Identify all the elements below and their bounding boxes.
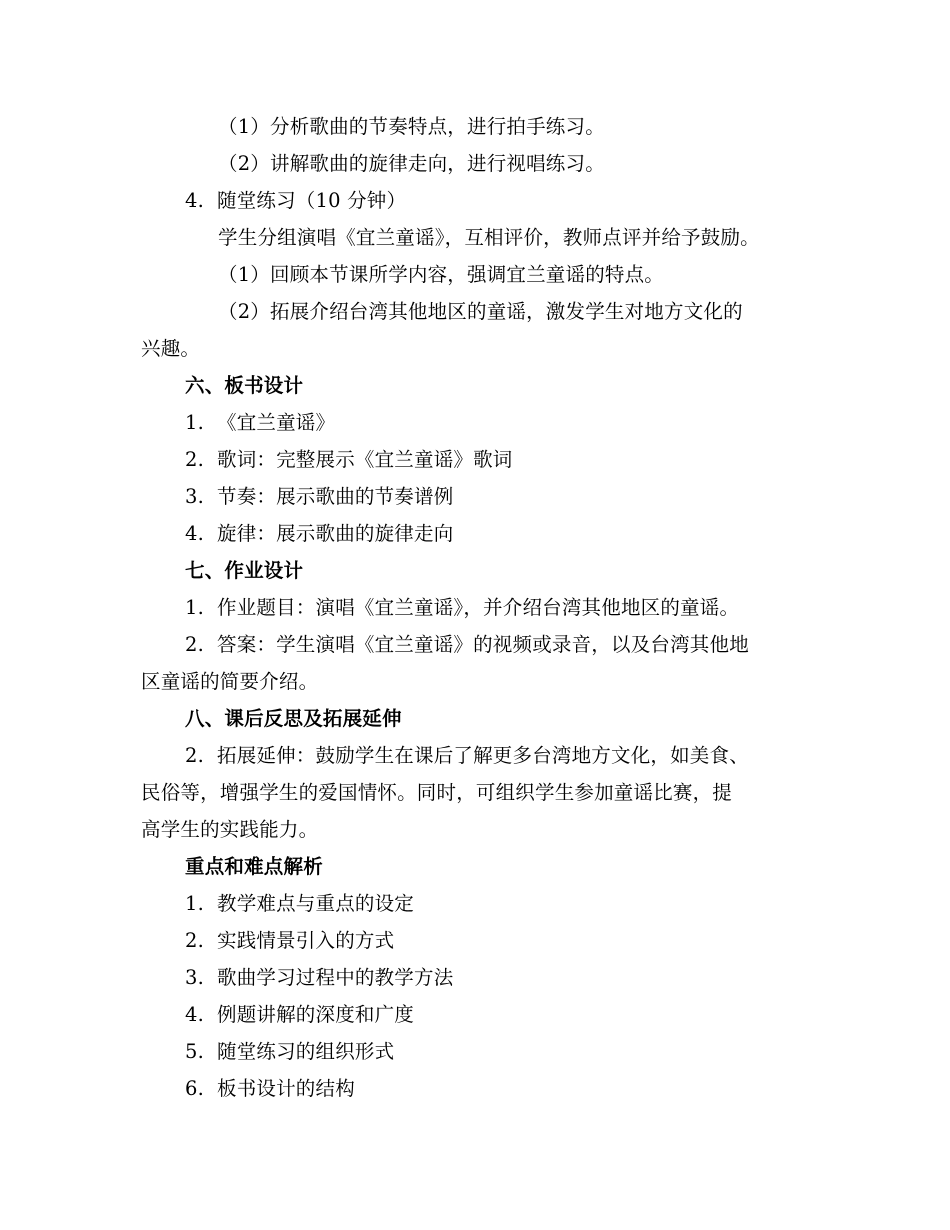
step4-sub1: （1）回顾本节课所学内容，强调宜兰童谣的特点。 [218,263,665,286]
step3-sub2: （2）讲解歌曲的旋律走向，进行视唱练习。 [218,152,605,175]
analysis-item-3 [185,966,453,990]
section7-item-2-text: 答案：学生演唱《宜兰童谣》的视频或录音，以及台湾其他地 [217,633,749,656]
analysis-item-2 [185,929,394,953]
analysis-item-4-text: 例题讲解的深度和广度 [217,1003,415,1026]
section7-item-2-cont: 区童谣的简要介绍。 [141,670,319,693]
section8-item-2-text: 拓展延伸：鼓励学生在课后了解更多台湾地方文化，如美食、 [217,744,749,767]
analysis-item-1-number: 1. [185,892,205,915]
section6-item-3-number: 3. [185,485,205,508]
step4-sub2-cont: 兴趣。 [141,337,201,360]
section6-item-1-number: 1. [185,411,205,434]
analysis-item-6 [185,1077,355,1101]
section6-item-4-number: 4. [185,522,205,545]
analysis-item-5 [185,1040,394,1064]
analysis-item-6-text: 板书设计的结构 [217,1077,355,1100]
analysis-item-2-text: 实践情景引入的方式 [217,929,395,952]
step4-desc: 学生分组演唱《宜兰童谣》，互相评价，教师点评并给予鼓励。 [218,226,760,249]
section6-item-1 [185,411,335,435]
analysis-item-6-number: 6. [185,1077,205,1100]
step3-sub1: （1）分析歌曲的节奏特点，进行拍手练习。 [218,115,605,138]
step4-label: 随堂练习（10 分钟） [217,189,407,212]
section8-item-2-cont1: 民俗等，增强学生的爱国情怀。同时，可组织学生参加童谣比赛，提 [141,781,733,804]
section7-item-1-number: 1. [185,596,205,619]
step4-title [185,189,406,213]
section6-item-2-text: 歌词：完整展示《宜兰童谣》歌词 [217,448,513,471]
analysis-item-2-number: 2. [185,929,205,952]
section6-heading: 六、板书设计 [185,374,304,397]
section8-item-2-number: 2. [185,744,205,767]
section6-item-3 [185,485,453,509]
analysis-item-1-text: 教学难点与重点的设定 [217,892,415,915]
section6-item-3-text: 节奏：展示歌曲的节奏谱例 [217,485,454,508]
section7-item-2-number: 2. [185,633,205,656]
section6-item-2 [185,448,513,472]
section7-heading: 七、作业设计 [185,559,304,582]
section8-item-2 [185,744,749,768]
analysis-item-4-number: 4. [185,1003,205,1026]
section6-item-4-text: 旋律：展示歌曲的旋律走向 [217,522,454,545]
analysis-item-1 [185,892,414,916]
section8-heading: 八、课后反思及拓展延伸 [185,707,402,730]
section6-item-1-text: 《宜兰童谣》 [217,411,336,434]
analysis-item-4 [185,1003,414,1027]
section8-item-2-cont2: 高学生的实践能力。 [141,818,319,841]
analysis-item-5-text: 随堂练习的组织形式 [217,1040,395,1063]
section7-item-1-text: 作业题目：演唱《宜兰童谣》，并介绍台湾其他地区的童谣。 [217,596,740,619]
section7-item-1 [185,596,739,620]
section6-item-2-number: 2. [185,448,205,471]
analysis-item-5-number: 5. [185,1040,205,1063]
step4-sub2: （2）拓展介绍台湾其他地区的童谣，激发学生对地方文化的 [218,300,743,323]
section6-item-4 [185,522,453,546]
step4-number: 4. [185,189,205,212]
analysis-heading: 重点和难点解析 [185,855,323,878]
analysis-item-3-text: 歌曲学习过程中的教学方法 [217,966,454,989]
section7-item-2 [185,633,749,657]
analysis-item-3-number: 3. [185,966,205,989]
